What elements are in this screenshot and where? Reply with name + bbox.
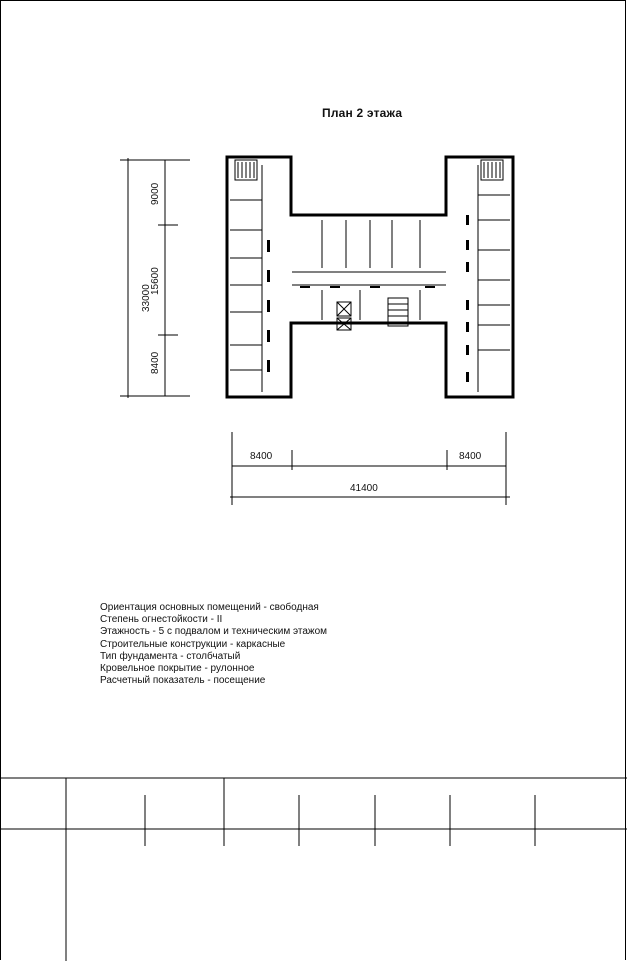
spec-fire-resistance: Степень огнестойкости - II bbox=[100, 614, 223, 626]
plan-title: План 2 этажа bbox=[322, 106, 403, 120]
dim-bottom-span: 8400 bbox=[150, 351, 161, 374]
dim-mid-span: 15600 bbox=[150, 267, 161, 295]
spec-structure: Строительные конструкции - каркасные bbox=[100, 638, 286, 650]
spec-orientation: Ориентация основных помещений - свободная bbox=[100, 602, 319, 613]
dim-total-width: 41400 bbox=[350, 483, 378, 494]
title-block bbox=[0, 778, 626, 961]
dim-top-span: 9000 bbox=[150, 182, 161, 205]
building-specs bbox=[100, 602, 327, 687]
dim-total-height: 33000 bbox=[141, 284, 152, 312]
dim-left-wing: 8400 bbox=[250, 451, 273, 462]
spec-indicator: Расчетный показатель - посещение bbox=[100, 675, 266, 687]
spec-floors: Этажность - 5 с подвалом и техническим этажом bbox=[100, 626, 328, 638]
spec-foundation: Тип фундамента - столбчатый bbox=[100, 650, 241, 662]
dim-right-wing: 8400 bbox=[459, 451, 482, 462]
spec-roof: Кровельное покрытие - рулонное bbox=[100, 663, 255, 675]
